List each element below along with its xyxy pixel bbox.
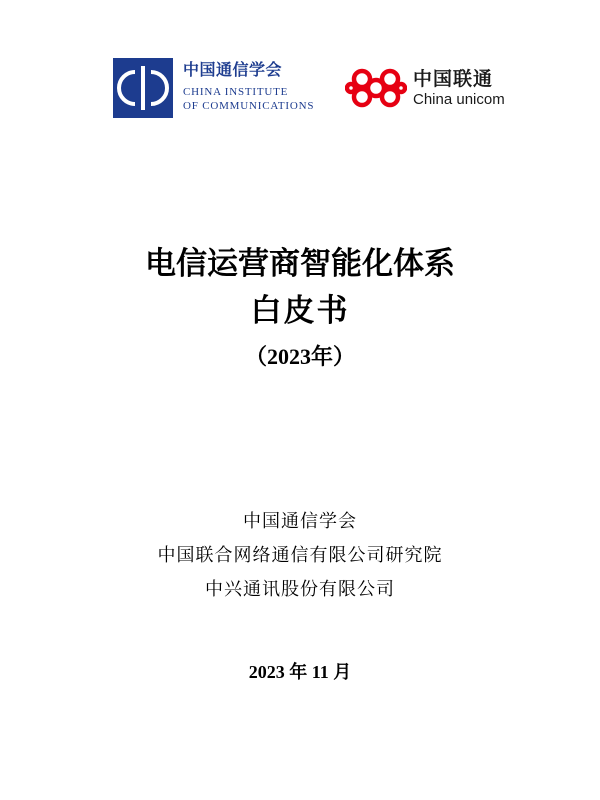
document-title-line1: 电信运营商智能化体系 xyxy=(145,246,455,282)
cic-logo xyxy=(113,58,314,118)
cic-name-en-line2: OF COMMUNICATIONS xyxy=(183,100,315,112)
unicom-name-en: China unicom xyxy=(413,91,505,108)
document-year: （2023年） xyxy=(244,344,355,369)
cic-name-block xyxy=(183,58,314,113)
unicom-logo xyxy=(345,58,505,118)
organization-item: 中兴通讯股份有限公司 xyxy=(205,579,395,600)
cic-name-cn: 中国通信学会 xyxy=(183,60,283,79)
cic-name-en-line1: CHINA INSTITUTE xyxy=(183,86,289,98)
unicom-name-block xyxy=(413,67,505,109)
organizations-list xyxy=(0,505,600,607)
document-title-line2: 白皮书 xyxy=(250,293,350,329)
organization-item: 中国通信学会 xyxy=(243,511,357,532)
organization-item: 中国联合网络通信有限公司研究院 xyxy=(157,545,443,566)
unicom-name-cn: 中国联通 xyxy=(413,68,494,90)
unicom-knot-icon xyxy=(345,63,407,113)
publication-date: 2023 年 11 月 xyxy=(248,662,352,682)
cic-emblem-icon xyxy=(113,58,173,118)
